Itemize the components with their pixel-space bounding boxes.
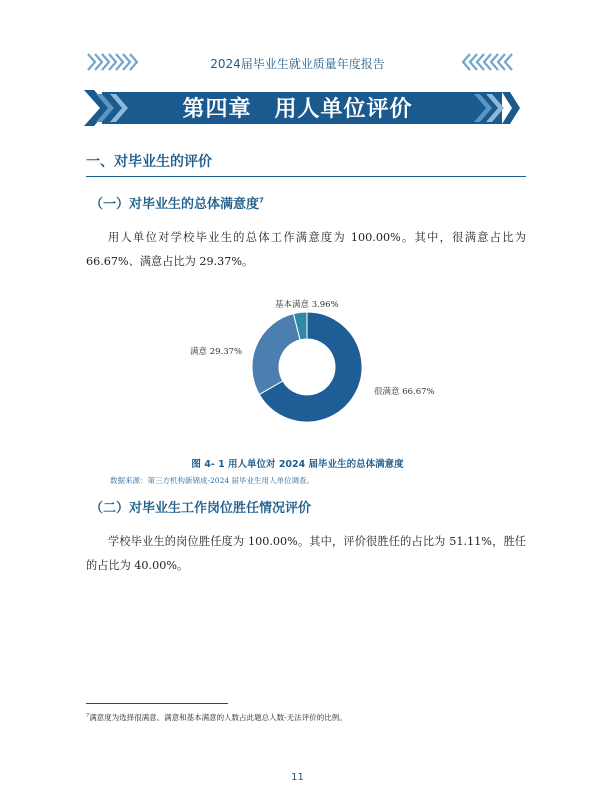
section-heading: 一、对毕业生的评价 [86,154,212,170]
figure-source: 数据来源：第三方机构新锦成-2024 届毕业生用人单位调查。 [110,476,315,485]
footnote [86,712,347,723]
competence-paragraph: 学校毕业生的岗位胜任度为 100.00%。其中，评价很胜任的占比为 51.11%，胜任的占比为 40.00%。 [86,535,526,572]
chart-label-basic-satisfied: 基本满意 3.96% [275,300,339,310]
page-number: 11 [291,772,304,783]
chart-label-satisfied: 满意 29.37% [190,347,243,357]
figure-caption: 图 4- 1 用人单位对 2024 届毕业生的总体满意度 [191,459,404,470]
subsection-heading-text: （一）对毕业生的总体满意度 [90,197,260,212]
running-header: 2024届毕业生就业质量年度报告 [210,57,385,71]
satisfaction-paragraph: 用人单位对学校毕业生的总体工作满意度为 100.00%。其中，很满意占比为 66.67%、满意占比为 29.37%。 [86,231,526,268]
donut-slice-satisfied [252,314,300,395]
section-divider [86,176,526,177]
chapter-title: 第四章 用人单位评价 [182,96,413,122]
footnote-text: 满意度为选择很满意、满意和基本满意的人数占此题总人数-无法评价的比例。 [89,713,347,722]
subsection-heading-satisfaction [90,193,264,212]
footnote-divider [86,703,228,704]
footnote-ref[interactable]: 7 [259,196,264,205]
header-right-chevrons-icon [458,53,514,71]
footnote-mark: 7 [86,712,90,719]
chart-label-very-satisfied: 很满意 66.67% [374,387,435,397]
subsection-heading-competence: （二）对毕业生工作岗位胜任情况评价 [90,501,312,516]
satisfaction-donut-chart [180,290,460,450]
